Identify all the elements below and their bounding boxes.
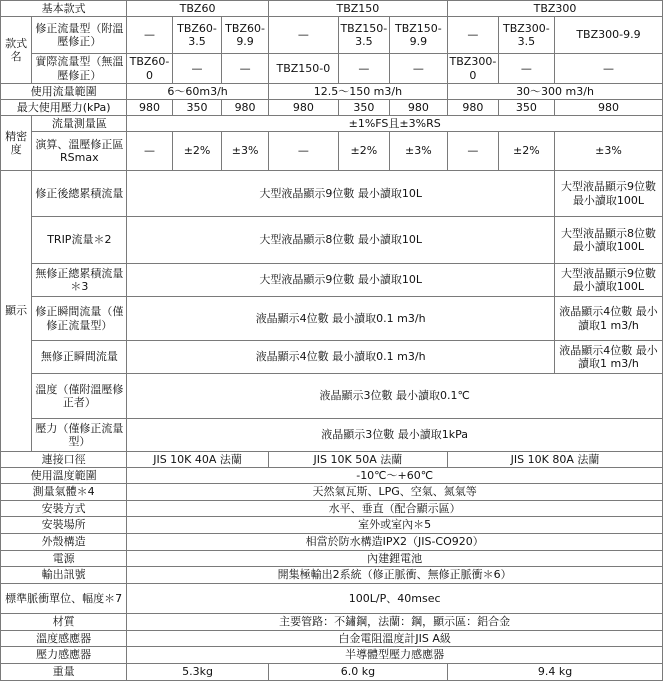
spec-row	[1, 501, 663, 517]
uncorrected-inst-label: 無修正瞬間流量	[32, 341, 127, 374]
dash-cell: —	[554, 54, 662, 84]
connection-row	[1, 452, 663, 468]
connection-tbz300: JIS 10K 80A 法蘭	[448, 452, 663, 468]
spec-value: 開集極輸出2系統（修正脈衝、無修正脈衝＊6）	[127, 567, 663, 584]
accuracy-calc-row	[1, 132, 663, 171]
header-row	[1, 1, 663, 17]
spec-row	[1, 551, 663, 567]
spec-label: 材質	[1, 614, 127, 631]
tbz60-header: TBZ60	[127, 1, 268, 17]
pressure-cell: 350	[498, 100, 554, 116]
display-corrected-inst-row	[1, 297, 663, 341]
spec-row	[1, 584, 663, 614]
weight-tbz60: 5.3kg	[127, 664, 268, 681]
temperature-label: 溫度（僅附溫壓修正者）	[32, 374, 127, 419]
spec-label: 測量氣體＊4	[1, 484, 127, 501]
pressure-cell: 350	[338, 100, 389, 116]
pressure-cell: 350	[172, 100, 222, 116]
uncorrected-inst-last: 液晶顯示4位數 最小讀取1 m3/h	[554, 341, 662, 374]
model-cell: TBZ300-9.9	[554, 17, 662, 54]
accuracy-label: 精密度	[1, 116, 32, 171]
trip-label: TRIP流量＊2	[32, 217, 127, 264]
pressure-cell: 980	[389, 100, 447, 116]
display-uncorrected-total-row	[1, 264, 663, 297]
corrected-inst-last: 液晶顯示4位數 最小讀取1 m3/h	[554, 297, 662, 341]
tbz150-header: TBZ150	[268, 1, 447, 17]
spec-row	[1, 614, 663, 631]
dash-cell: —	[389, 54, 447, 84]
spec-label: 壓力感應器	[1, 647, 127, 664]
spec-row	[1, 484, 663, 501]
accuracy-meter-value: ±1%FS且±3%RS	[127, 116, 663, 132]
weight-row	[1, 664, 663, 681]
corrected-inst-label: 修正瞬間流量（僅修正流量型）	[32, 297, 127, 341]
accuracy-cell: ±3%	[389, 132, 447, 171]
spec-label: 電源	[1, 551, 127, 567]
corrected-model-row	[1, 17, 663, 54]
spec-label: 安裝方式	[1, 501, 127, 517]
spec-value: 天然氣瓦斯、LPG、空氣、氮氣等	[127, 484, 663, 501]
spec-value: 內建鋰電池	[127, 551, 663, 567]
dash-cell: —	[127, 132, 172, 171]
spec-label: 使用溫度範圍	[1, 468, 127, 484]
display-label: 顯示	[1, 171, 32, 452]
max-pressure-label: 最大使用壓力(kPa)	[1, 100, 127, 116]
spec-value: -10℃〜+60℃	[127, 468, 663, 484]
spec-row	[1, 517, 663, 534]
spec-label: 安裝場所	[1, 517, 127, 534]
display-trip-row	[1, 217, 663, 264]
flow-range-tbz60: 6〜60m3/h	[127, 84, 268, 100]
display-temperature-row	[1, 374, 663, 419]
spec-value: 主要管路：不鏽鋼，法蘭：鋼，顯示區：鋁合金	[127, 614, 663, 631]
spec-row	[1, 468, 663, 484]
weight-label: 重量	[1, 664, 127, 681]
accuracy-cell: ±2%	[172, 132, 222, 171]
pressure-cell: 980	[448, 100, 499, 116]
spec-value: 室外或室內＊5	[127, 517, 663, 534]
model-cell: TBZ150-0	[268, 54, 338, 84]
spec-label: 輸出訊號	[1, 567, 127, 584]
model-cell: TBZ60-9.9	[222, 17, 268, 54]
display-uncorrected-inst-row	[1, 341, 663, 374]
model-cell: TBZ300-3.5	[498, 17, 554, 54]
dash-cell: —	[268, 132, 338, 171]
spec-label: 溫度感應器	[1, 631, 127, 647]
spec-value: 白金電阻溫度計JIS A級	[127, 631, 663, 647]
accuracy-cell: ±2%	[498, 132, 554, 171]
accuracy-meter-label: 流量測量區	[32, 116, 127, 132]
pressure-display-label: 壓力（僅修正流量型）	[32, 419, 127, 452]
model-cell: TBZ300-0	[449, 55, 497, 82]
display-pressure-row	[1, 419, 663, 452]
spec-row	[1, 631, 663, 647]
accuracy-cell: ±2%	[338, 132, 389, 171]
pressure-cell: 980	[127, 100, 172, 116]
max-pressure-row	[1, 100, 663, 116]
spec-value: 半導體型壓力感應器	[127, 647, 663, 664]
corrected-inst-main: 液晶顯示4位數 最小讀取0.1 m3/h	[127, 297, 555, 341]
uncorrected-total-main: 大型液晶顯示9位數 最小讀取10L	[127, 264, 555, 297]
tbz300-header: TBZ300	[448, 1, 663, 17]
connection-tbz150: JIS 10K 50A 法蘭	[268, 452, 447, 468]
spec-label: 外殼構造	[1, 534, 127, 551]
temperature-value: 液晶顯示3位數 最小讀取0.1℃	[127, 374, 663, 419]
corrected-type-label: 修正流量型（附溫壓修正）	[32, 17, 127, 54]
model-cell: TBZ60-3.5	[172, 17, 222, 54]
accuracy-cell: ±3%	[554, 132, 662, 171]
uncorrected-total-label: 無修正總累積流量＊3	[32, 264, 127, 297]
basic-model-header: 基本款式	[1, 1, 127, 17]
spec-row	[1, 567, 663, 584]
flow-range-row	[1, 84, 663, 100]
model-cell: TBZ150-3.5	[338, 17, 389, 54]
model-cell: TBZ60-0	[127, 54, 172, 84]
spec-value: 相當於防水構造IPX2（JIS-CO920）	[127, 534, 663, 551]
corrected-total-main: 大型液晶顯示9位數 最小讀取10L	[127, 171, 555, 217]
spec-value: 水平、垂直（配合顯示區）	[127, 501, 663, 517]
dash-cell: —	[268, 17, 338, 54]
flow-range-label: 使用流量範圍	[1, 84, 127, 100]
corrected-total-label: 修正後總累積流量	[32, 171, 127, 217]
accuracy-meter-row	[1, 116, 663, 132]
accuracy-cell: ±3%	[222, 132, 268, 171]
dash-cell: —	[222, 54, 268, 84]
dash-cell: —	[448, 132, 499, 171]
dash-cell: —	[498, 54, 554, 84]
uncorrected-model-row	[1, 54, 663, 84]
flow-range-tbz150: 12.5〜150 m3/h	[268, 84, 447, 100]
spec-row	[1, 647, 663, 664]
pressure-cell: 980	[554, 100, 662, 116]
connection-label: 連接口徑	[1, 452, 127, 468]
spec-label: 標準脈衝單位、幅度＊7	[1, 584, 127, 614]
dash-cell: —	[127, 17, 172, 54]
uncorrected-total-last: 大型液晶顯示9位數 最小讀取100L	[554, 264, 662, 297]
spec-value: 100L/P、40msec	[127, 584, 663, 614]
uncorrected-inst-main: 液晶顯示4位數 最小讀取0.1 m3/h	[127, 341, 555, 374]
weight-tbz150: 6.0 kg	[268, 664, 447, 681]
model-name-label: 款式名	[1, 17, 32, 84]
pressure-cell: 980	[222, 100, 268, 116]
pressure-cell: 980	[268, 100, 338, 116]
model-cell: TBZ150-9.9	[389, 17, 447, 54]
trip-last: 大型液晶顯示8位數 最小讀取100L	[554, 217, 662, 264]
spec-row	[1, 534, 663, 551]
uncorrected-type-label: 實際流量型（無溫壓修正）	[32, 54, 127, 84]
corrected-total-last: 大型液晶顯示9位數 最小讀取100L	[554, 171, 662, 217]
dash-cell: —	[172, 54, 222, 84]
pressure-display-value: 液晶顯示3位數 最小讀取1kPa	[127, 419, 663, 452]
accuracy-calc-label: 演算、溫壓修正區RSmax	[32, 132, 127, 171]
trip-main: 大型液晶顯示8位數 最小讀取10L	[127, 217, 555, 264]
dash-cell: —	[338, 54, 389, 84]
connection-tbz60: JIS 10K 40A 法蘭	[127, 452, 268, 468]
weight-tbz300: 9.4 kg	[448, 664, 663, 681]
display-corrected-total-row	[1, 171, 663, 217]
flow-range-tbz300: 30〜300 m3/h	[448, 84, 663, 100]
dash-cell: —	[448, 17, 499, 54]
